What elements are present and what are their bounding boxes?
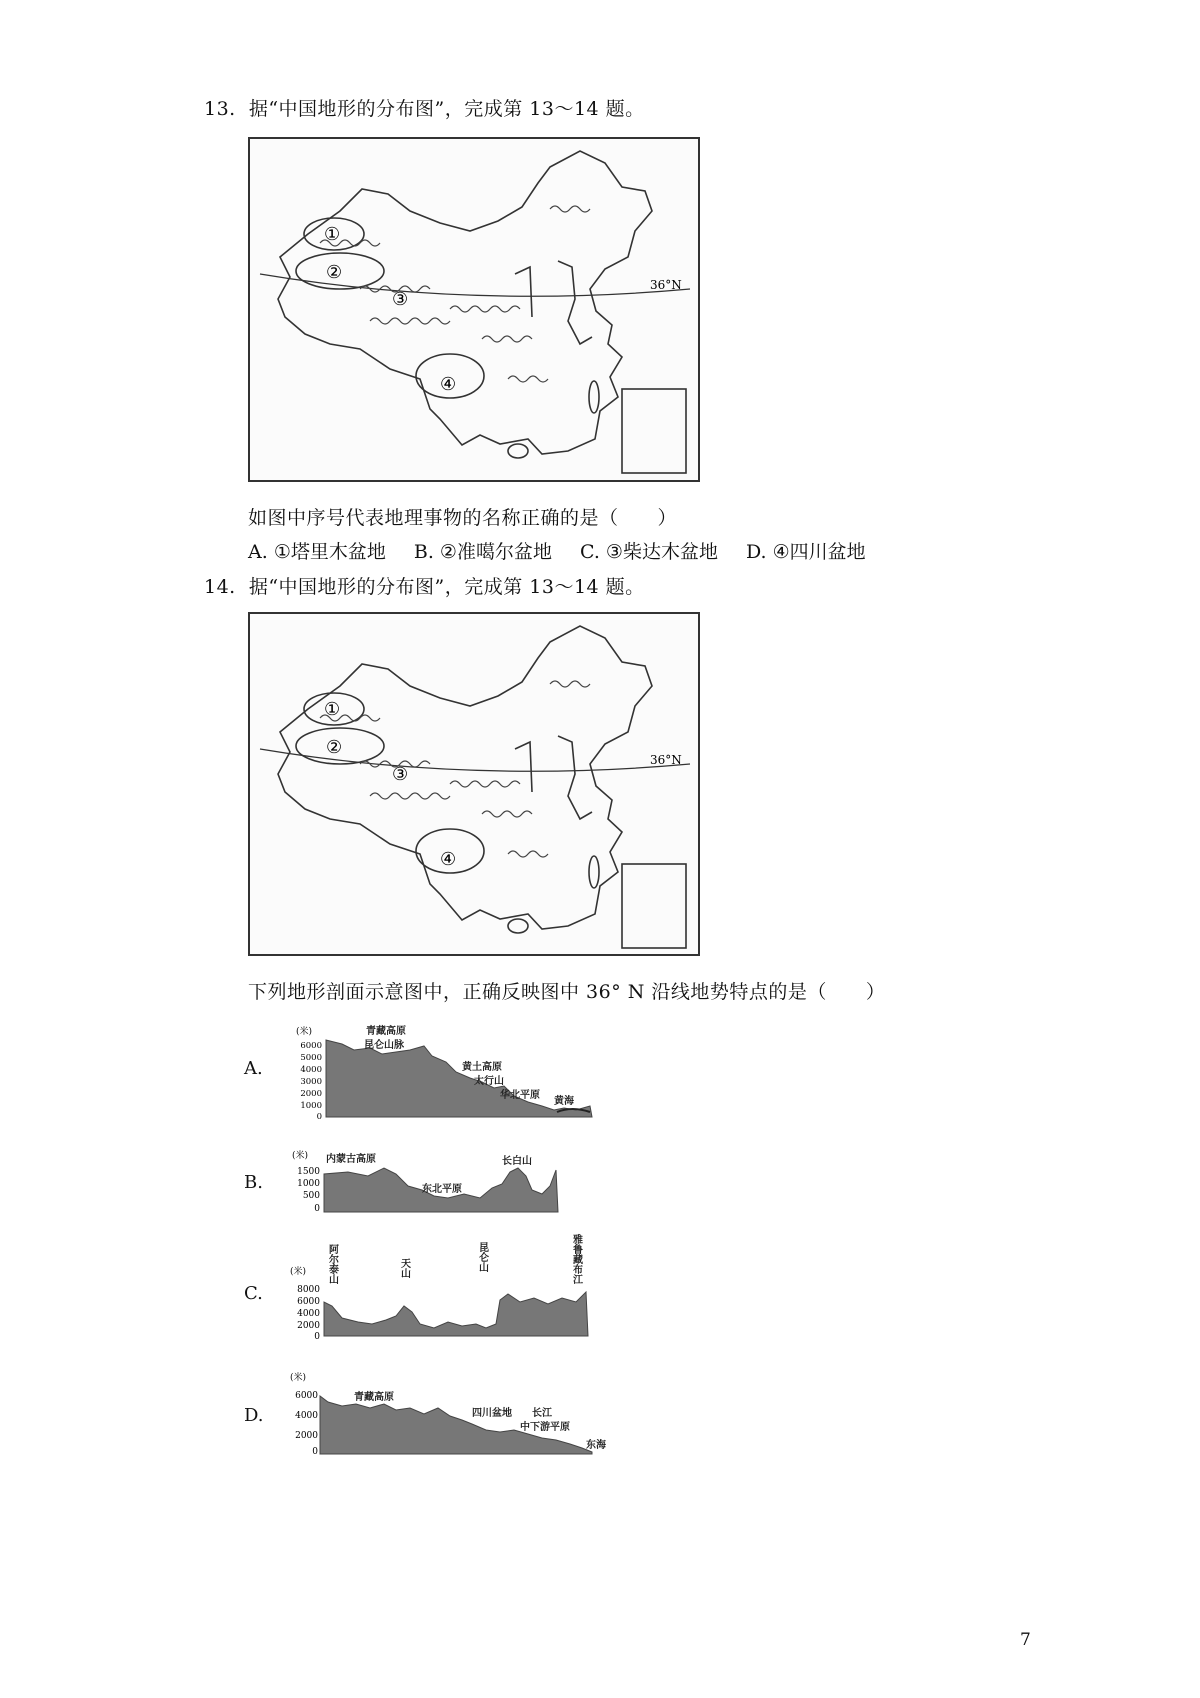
q13-boundary-2 [558,261,592,344]
profile-d-label: 青藏高原 [354,1392,394,1403]
q14-title-text: 据“中国地形的分布图”，完成第 13～14 题。 [248,576,645,598]
q14-profile-b[interactable] [288,1146,578,1216]
profile-a-tick: 5000 [300,1053,322,1063]
profile-b-label: 长白山 [502,1156,532,1167]
page-number: 7 [1020,1630,1031,1650]
q14-marker-3: ③ [392,764,409,785]
profile-d-label: 四川盆地 [472,1408,512,1419]
profile-d-tick: 0 [312,1447,318,1457]
q13-36n-line [260,274,690,296]
profile-d-tick: 2000 [295,1431,318,1441]
q13-boundary [515,267,532,317]
q13-marker-2: ② [326,262,343,283]
profile-b-label: 内蒙古高原 [326,1154,376,1165]
q13-option-b[interactable]: B. ②准噶尔盆地 [413,541,552,563]
q14-latitude-label: 36°N [650,753,682,767]
q14-profile-d[interactable] [286,1368,628,1460]
profile-a-tick: 4000 [300,1065,322,1075]
profile-a-tick: 0 [316,1112,322,1122]
profile-d-tick: 4000 [295,1411,318,1421]
q14-marker-1: ① [324,699,341,720]
q13-title-text: 据“中国地形的分布图”，完成第 13～14 题。 [248,98,645,120]
q14-title [204,572,645,599]
profile-a-tick: 2000 [300,1089,322,1099]
q14-choice-b-key[interactable]: B. [244,1172,263,1193]
profile-d-unit: (米) [290,1373,307,1383]
profile-c-label: 昆仑山 [476,1242,488,1272]
q13-marker-4: ④ [440,374,457,395]
q14-number: 14. [204,576,236,598]
profile-a-label: 青藏高原 [366,1026,406,1037]
profile-d-label: 东海 [586,1440,606,1451]
profile-c-label: 天山 [398,1258,410,1278]
q13-latitude-label: 36°N [650,278,682,292]
profile-c-label: 阿尔泰山 [326,1244,338,1284]
profile-a-label: 太行山 [474,1076,504,1087]
profile-a-tick: 3000 [300,1077,322,1087]
profile-c-tick: 8000 [297,1285,320,1295]
q14-profile-c[interactable] [286,1232,596,1342]
q13-title [204,94,645,121]
profile-c-tick: 6000 [297,1297,320,1307]
q13-map-svg [250,139,698,480]
q14-china-terrain-map [248,612,700,956]
q14-stem: 下列地形剖面示意图中，正确反映图中 36° N 沿线地势特点的是（ ） [248,981,886,1003]
q13-china-outline [278,151,652,454]
q14-china-outline [278,626,652,929]
q13-option-d[interactable]: D. ④四川盆地 [745,541,866,563]
profile-c-tick: 0 [314,1332,320,1342]
profile-c-tick: 4000 [297,1309,320,1319]
profile-a-label: 昆仑山脉 [364,1040,404,1051]
q13-marker-1: ① [324,224,341,245]
q14-marker-2: ② [326,737,343,758]
q13-china-terrain-map [248,137,700,482]
profile-a-tick: 1000 [300,1101,322,1111]
profile-d-label: 中下游平原 [520,1422,570,1433]
profile-c-tick: 2000 [297,1321,320,1331]
profile-d-tick: 6000 [295,1391,318,1401]
profile-d-label: 长江 [532,1408,552,1419]
profile-c-label: 雅鲁藏布江 [570,1234,582,1284]
profile-a-label: 黄土高原 [462,1062,502,1073]
profile-c-terrain [324,1292,588,1336]
profile-a-tick: 6000 [300,1041,322,1051]
profile-b-tick: 1500 [297,1167,320,1177]
q13-option-a[interactable]: A. ①塔里木盆地 [248,541,386,563]
q13-options [248,537,988,564]
profile-a-unit: (米) [296,1027,313,1037]
q14-map-svg [250,614,698,954]
q14-marker-4: ④ [440,849,457,870]
q14-36n-line [260,749,690,771]
profile-a-label: 华北平原 [500,1090,540,1101]
q14-profile-a[interactable] [292,1022,598,1122]
q13-number: 13. [204,98,236,120]
profile-c-unit: (米) [290,1267,307,1277]
q13-option-c[interactable]: C. ③柴达木盆地 [579,541,718,563]
q14-choice-a-key[interactable]: A. [244,1058,263,1079]
q14-choice-c-key[interactable]: C. [244,1283,263,1304]
profile-b-tick: 1000 [297,1179,320,1189]
profile-b-unit: (米) [292,1151,309,1161]
q14-choice-d-key[interactable]: D. [244,1405,264,1426]
q13-marker-3: ③ [392,289,409,310]
q13-stem: 如图中序号代表地理事物的名称正确的是（ ） [248,507,678,529]
profile-a-label: 黄海 [554,1096,574,1107]
profile-b-tick: 0 [314,1204,320,1214]
profile-b-label: 东北平原 [422,1184,462,1195]
profile-b-tick: 500 [302,1191,320,1201]
profile-a-terrain [326,1040,592,1117]
